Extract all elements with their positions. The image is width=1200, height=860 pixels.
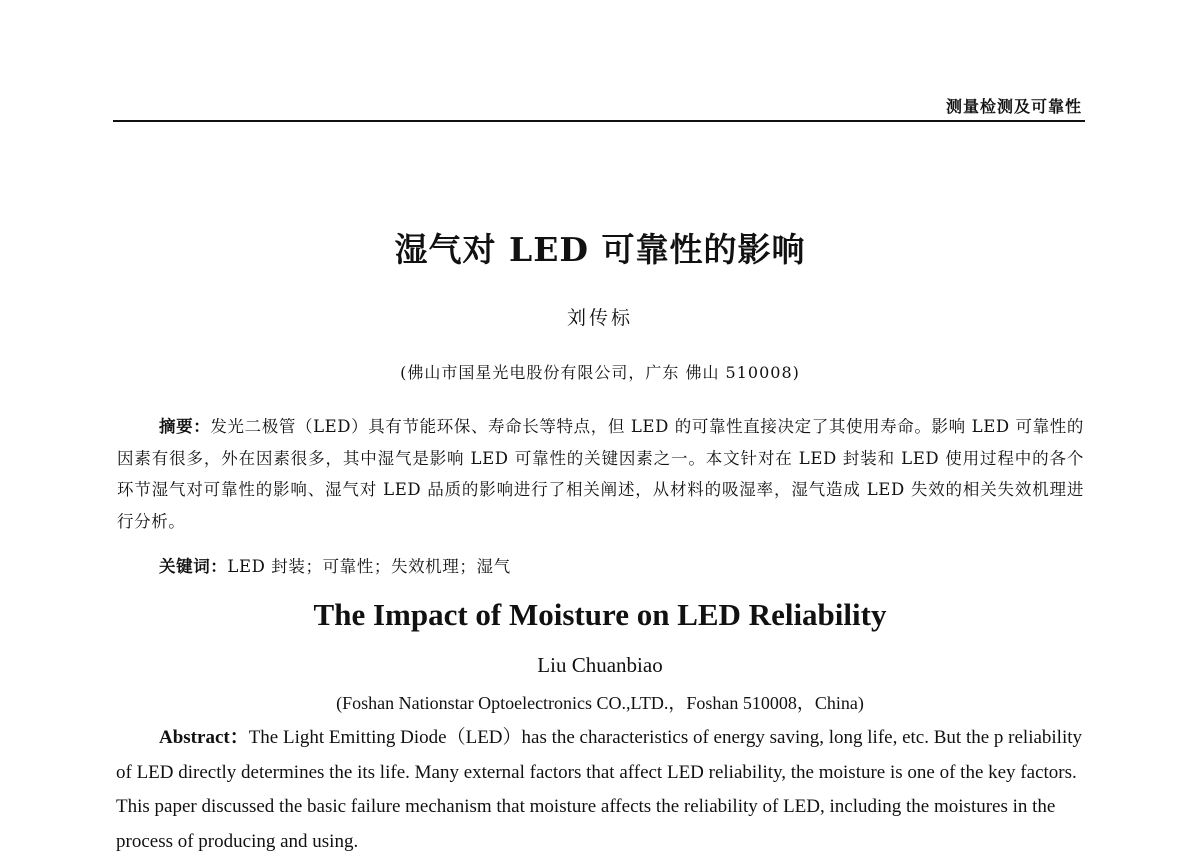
running-header: 测量检测及可靠性 xyxy=(945,97,1082,116)
english-abstract-label: Abstract： xyxy=(159,727,249,748)
chinese-abstract-text: 发光二极管（LED）具有节能环保、寿命长等特点，但 LED 的可靠性直接决定了其使用寿命。影响 LED 可靠性的因素有很多，外在因素很多，其中湿气是影响 LED 可靠性的关键因素之一。本文针对在 LED 封装和 LED 使用过程中的各个环节湿气对可靠性的影响、湿气对 LED 品质的影响进行了相关阐述，从材料的吸湿率，湿气造成 LED 失效的相关失效机理进行分析。 xyxy=(117,417,1084,531)
english-affiliation: (Foshan Nationstar Optoelectronics CO.,LTD.，Foshan 510008，China) xyxy=(336,693,864,713)
chinese-author: 刘传标 xyxy=(566,307,633,329)
chinese-abstract-label: 摘要： xyxy=(159,417,211,436)
english-abstract-text: The Light Emitting Diode（LED）has the characteristics of energy saving, long life, etc. But the p reliability of LED directly determines the its life. Many external factors that affect LED reliability, the moisture is one of the key factors. This paper discussed the basic failure mechanism that moisture affects the reliability of LED, including the moistures in the process of producing and using. xyxy=(116,727,1083,852)
chinese-affiliation: (佛山市国星光电股份有限公司，广东 佛山 510008) xyxy=(400,363,800,382)
chinese-keywords-label: 关键词： xyxy=(159,557,228,576)
chinese-title: 湿气对 LED 可靠性的影响 xyxy=(394,230,806,269)
english-author: Liu Chuanbiao xyxy=(537,653,663,677)
chinese-abstract xyxy=(117,411,1084,537)
english-abstract xyxy=(116,721,1088,859)
chinese-keywords-text: LED 封装；可靠性；失效机理；湿气 xyxy=(227,557,511,576)
chinese-keywords xyxy=(159,553,511,577)
english-title: The Impact of Moisture on LED Reliability xyxy=(313,597,887,632)
header-rule xyxy=(113,120,1085,122)
